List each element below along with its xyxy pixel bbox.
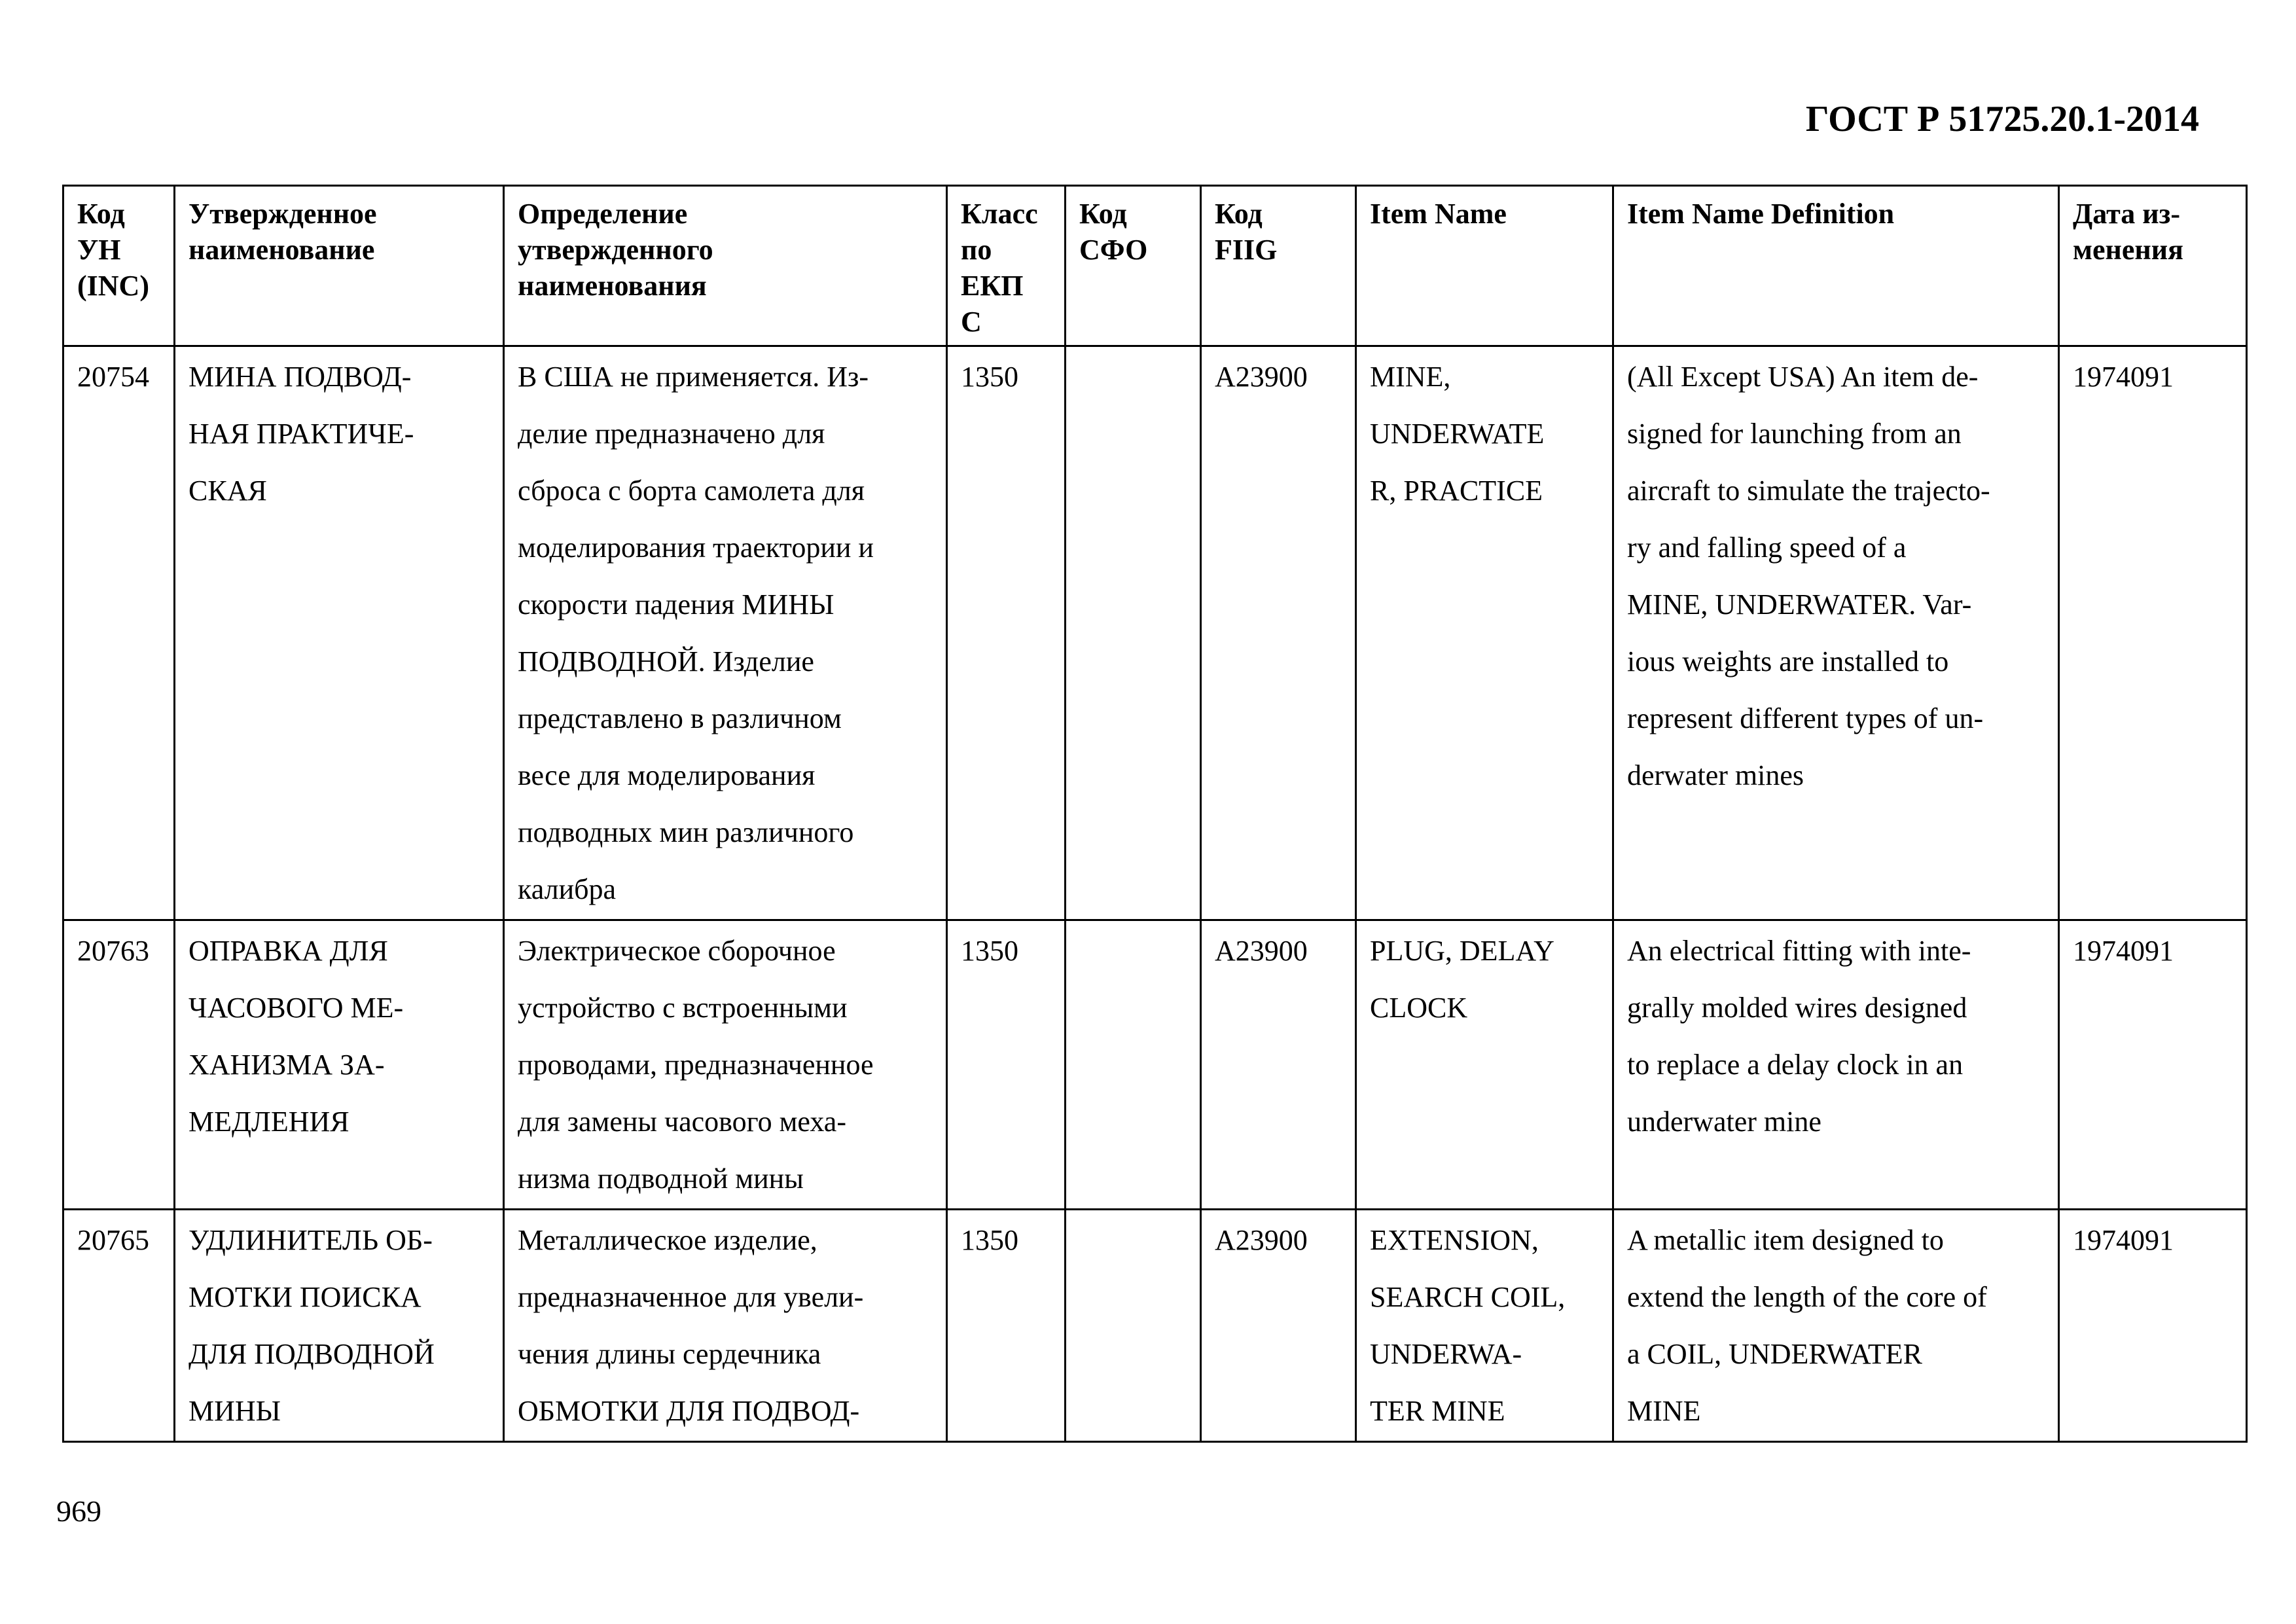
cell-definition: Электрическое сборочное устройство с встроенными проводами, предназначенное для замены часового меха- низма подводной мины [504,920,947,1210]
table-row [63,920,2247,1210]
cell-definition: Металлическое изделие, предназначенное для увели- чения длины сердечника ОБМОТКИ ДЛЯ ПОДВОД- [504,1210,947,1442]
page-number: 969 [56,1494,101,1528]
items-table [62,185,2248,1443]
cell-fiig-code: A23900 [1201,1210,1356,1442]
cell-inc: 20765 [63,1210,175,1442]
header-class-ekps: Класс по ЕКП С [947,186,1066,346]
cell-inc: 20754 [63,346,175,920]
cell-class-ekps: 1350 [947,346,1066,920]
cell-approved-name: МИНА ПОДВОД- НАЯ ПРАКТИЧЕ- СКАЯ [175,346,504,920]
header-definition: Определение утвержденного наименования [504,186,947,346]
table-header-row [63,186,2247,346]
cell-item-name: PLUG, DELAY CLOCK [1356,920,1613,1210]
cell-sfo-code [1066,920,1201,1210]
header-approved-name: Утвержденное наименование [175,186,504,346]
table-row [63,346,2247,920]
cell-approved-name: ОПРАВКА ДЛЯ ЧАСОВОГО МЕ- ХАНИЗМА ЗА- МЕДЛЕНИЯ [175,920,504,1210]
header-sfo-code: Код СФО [1066,186,1201,346]
cell-item-name-definition: An electrical fitting with inte- grally molded wires designed to replace a delay clock in an underwater mine [1613,920,2059,1210]
cell-item-name: MINE, UNDERWATE R, PRACTICE [1356,346,1613,920]
document-title: ГОСТ Р 51725.20.1-2014 [1805,99,2199,139]
table-row [63,1210,2247,1442]
cell-change-date: 1974091 [2059,920,2247,1210]
cell-class-ekps: 1350 [947,920,1066,1210]
cell-fiig-code: A23900 [1201,346,1356,920]
cell-item-name-definition: (All Except USA) An item de- signed for launching from an aircraft to simulate the trajecto- ry and falling speed of a MINE, UNDERWATER. Var- ious weights are installed to represent different types of un- derwater mines [1613,346,2059,920]
header-change-date: Дата из- менения [2059,186,2247,346]
cell-change-date: 1974091 [2059,346,2247,920]
cell-change-date: 1974091 [2059,1210,2247,1442]
cell-sfo-code [1066,1210,1201,1442]
header-item-name: Item Name [1356,186,1613,346]
header-inc: Код УН (INC) [63,186,175,346]
cell-sfo-code [1066,346,1201,920]
cell-fiig-code: A23900 [1201,920,1356,1210]
cell-approved-name: УДЛИНИТЕЛЬ ОБ- МОТКИ ПОИСКА ДЛЯ ПОДВОДНОЙ МИНЫ [175,1210,504,1442]
cell-item-name: EXTENSION, SEARCH COIL, UNDERWA- TER MINE [1356,1210,1613,1442]
cell-class-ekps: 1350 [947,1210,1066,1442]
header-item-name-definition: Item Name Definition [1613,186,2059,346]
header-fiig-code: Код FIIG [1201,186,1356,346]
cell-definition: В США не применяется. Из- делие предназначено для сброса с борта самолета для моделирования траектории и скорости падения МИНЫ ПОДВОДНОЙ. Изделие представлено в различном весе для моделирования подводных мин различного калибра [504,346,947,920]
cell-inc: 20763 [63,920,175,1210]
cell-item-name-definition: A metallic item designed to extend the length of the core of a COIL, UNDERWATER MINE [1613,1210,2059,1442]
